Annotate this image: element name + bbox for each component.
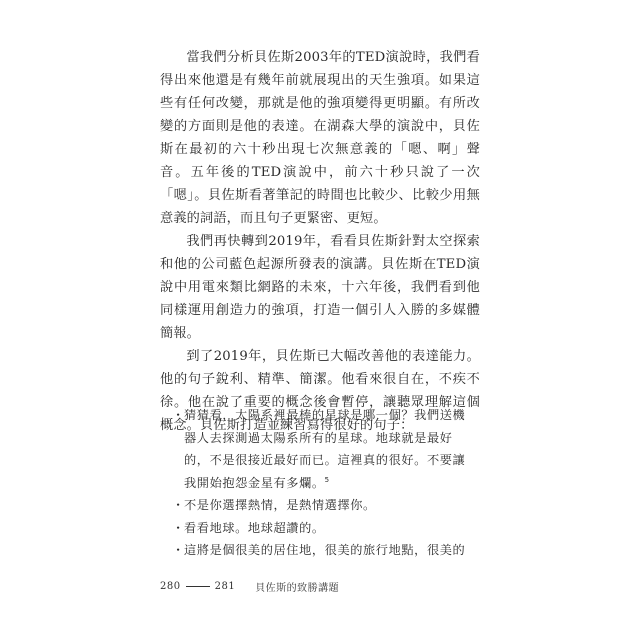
paragraph: 當我們分析貝佐斯2003年的TED演說時，我們看得出來他還是有幾年前就展現出的天生強項。如果這些有任何改變，那就是他的強項變得更明顯。有所改變的方面則是他的表達。在湖森大學的演說中，貝佐斯在最初的六十秒出現七次無意義的「嗯、啊」聲音。五年後的TED演說中，前六十秒只說了一次「嗯」。貝佐斯看著筆記的時間也比較少、比較少用無意義的詞語，而且句子更緊密、更短。	[160, 50, 480, 226]
quote-item	[172, 517, 472, 540]
bullet-icon: ・	[172, 543, 185, 557]
body-text	[160, 46, 480, 437]
page-range-dash	[186, 586, 210, 587]
page-number-end: 281	[214, 581, 236, 592]
footnote-marker: 5	[324, 475, 330, 484]
book-title: 貝佐斯的致勝講題	[255, 583, 340, 594]
bullet-icon: ・	[172, 498, 185, 512]
page-footer	[160, 579, 339, 594]
bullet-icon: ・	[172, 408, 185, 422]
quote-item	[172, 494, 472, 517]
quote-item	[172, 539, 472, 562]
quote-text: 這將是個很美的居住地，很美的旅行地點，很美的	[184, 543, 466, 557]
quote-item	[172, 404, 472, 494]
quote-list	[172, 404, 472, 562]
quote-text: 不是你選擇熱情，是熱情選擇你。	[184, 498, 376, 512]
paragraph: 到了2019年，貝佐斯已大幅改善他的表達能力。他的句子銳利、精準、簡潔。他看來很自在，不疾不徐。他在說了重要的概念後會暫停，讓聽眾理解這個概念。貝佐斯打造並練習寫得很好的句子：	[160, 349, 480, 433]
quote-text: 看看地球。地球超讚的。	[184, 520, 325, 535]
quote-text: 猜猜看，太陽系裡最棒的星球是哪一個？我們送機器人去探測過太陽系所有的星球。地球就是最好的，不是很接近最好而已。這裡真的很好。不要讓我開始抱怨金星有多爛。	[184, 408, 466, 490]
bullet-icon: ・	[172, 520, 185, 535]
page-number-start: 280	[160, 581, 181, 592]
paragraph: 我們再快轉到2019年，看看貝佐斯針對太空探索和他的公司藍色起源所發表的演講。貝佐斯在TED演說中用電來類比網路的未來，十六年後，我們看到他同樣運用創造力的強項，打造一個引人入勝的多媒體簡報。	[160, 234, 480, 341]
